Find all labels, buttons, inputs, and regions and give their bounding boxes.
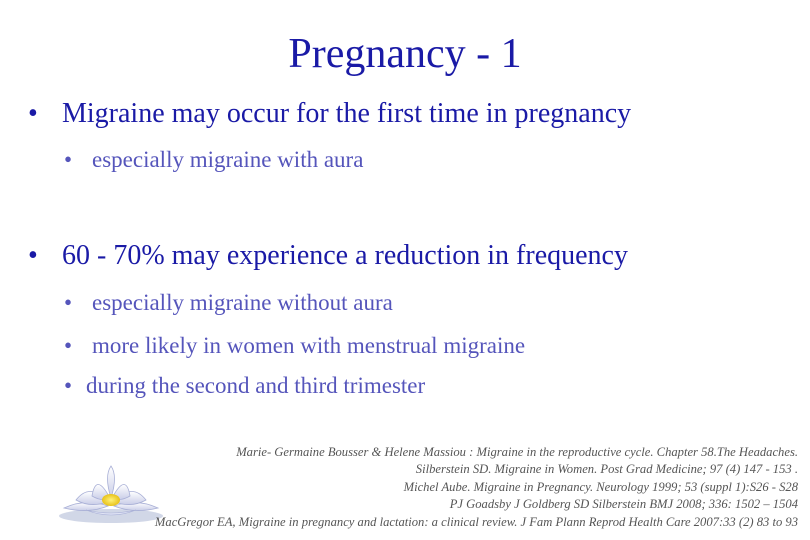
references [18,444,798,531]
bullet-2-sub-1-text: especially migraine without aura [92,290,393,315]
bullet-1-sub-1-text: especially migraine with aura [92,147,364,172]
bullet-2-sub-3 [64,372,425,400]
bullet-marker: • [64,147,73,172]
bullet-marker: • [64,333,73,358]
bullet-2-sub-1 [64,289,393,317]
bullet-marker: • [28,240,38,271]
reference-line: PJ Goadsby J Goldberg SD Silberstein BMJ 2008; 336: 1502 – 1504 [449,497,798,512]
reference-line: Marie- Germaine Bousser & Helene Massiou : Migraine in the reproductive cycle. Chapter 58.The Headaches. [236,445,798,459]
slide-title: Pregnancy - 1 [288,31,522,77]
bullet-2-sub-3-text: during the second and third trimester [86,373,426,398]
bullet-2-sub-2 [64,332,525,360]
bullet-1-text: Migraine may occur for the first time in pregnancy [62,98,632,129]
bullet-marker: • [64,290,73,315]
bullet-1-sub-1 [64,146,363,174]
bullet-marker: • [64,373,73,398]
bullet-marker: • [28,98,38,129]
reference-line: Silberstein SD. Migraine in Women. Post Grad Medicine; 97 (4) 147 - 153 . [415,462,798,477]
reference-line: Michel Aube. Migraine in Pregnancy. Neurology 1999; 53 (suppl 1):S26 - S28 [403,479,798,494]
bullet-2-sub-2-text: more likely in women with menstrual migraine [92,333,526,358]
bullet-2-text: 60 - 70% may experience a reduction in frequency [62,240,628,271]
bullet-1 [28,97,631,131]
bullet-2 [28,239,628,273]
reference-line: MacGregor EA, Migraine in pregnancy and lactation: a clinical review. J Fam Plann Reprod Health Care 2007:33 (2) 83 to 93 [154,514,798,529]
